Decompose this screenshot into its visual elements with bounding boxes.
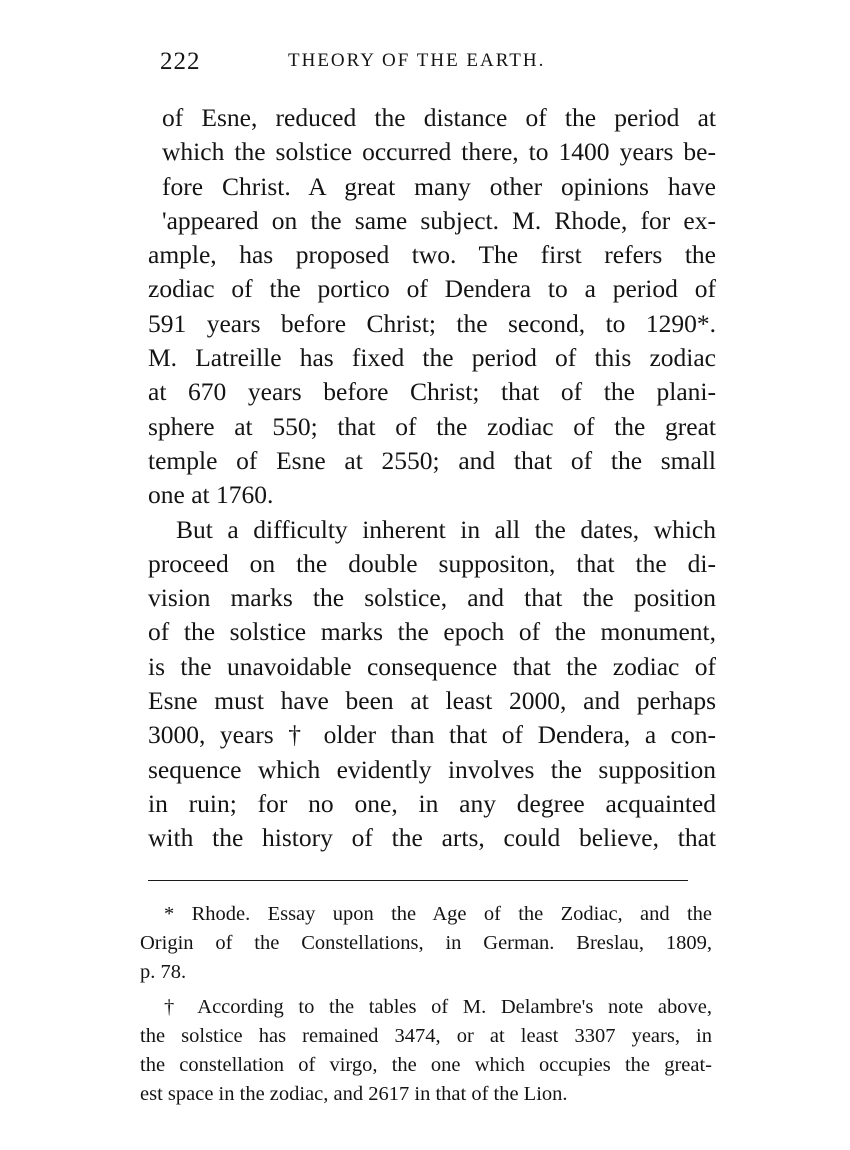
text-line: fore Christ. A great many other opinions have <box>162 171 716 201</box>
text-line: proceed on the double suppositon, that the di- <box>148 548 716 578</box>
footnote-line: the solstice has remained 3474, or at least 3307 years, in <box>140 1024 712 1047</box>
text-line: temple of Esne at 2550; and that of the small <box>148 445 716 475</box>
footnotes <box>140 900 712 1109</box>
text-line: sequence which evidently involves the supposition <box>148 754 716 784</box>
body-text <box>148 101 716 856</box>
text-line: at 670 years before Christ; that of the plani- <box>148 377 716 407</box>
footnote-line: the constellation of virgo, the one which occupies the great- <box>140 1053 712 1076</box>
page-number: 222 <box>160 48 201 75</box>
text-line: is the unavoidable consequence that the zodiac of <box>148 651 716 681</box>
footnote-line: * Rhode. Essay upon the Age of the Zodiac, and the <box>164 903 712 925</box>
text-line: one at 1760. <box>148 480 274 510</box>
text-line: 591 years before Christ; the second, to 1290*. <box>148 308 716 338</box>
footnote-rhode <box>140 900 712 988</box>
text-line: M. Latreille has fixed the period of this zodiac <box>148 343 716 373</box>
footnote-rule <box>148 880 688 881</box>
text-line: 3000, years † older than that of Dendera, a con- <box>148 720 716 750</box>
running-title: THEORY OF THE EARTH. <box>288 50 546 71</box>
footnote-line: Origin of the Constellations, in German. Breslau, 1809, <box>140 932 712 955</box>
footnote-line: est space in the zodiac, and 2617 in that of the Lion. <box>140 1083 568 1106</box>
text-line: of Esne, reduced the distance of the period at <box>162 103 716 132</box>
text-line: zodiac of the portico of Dendera to a period of <box>148 274 716 304</box>
text-line: which the solstice occurred there, to 1400 years be- <box>162 137 716 167</box>
footnote-line: † According to the tables of M. Delambre's note above, <box>164 995 712 1018</box>
text-line: sphere at 550; that of the zodiac of the great <box>148 411 716 441</box>
footnote-delambre <box>140 993 712 1110</box>
text-line: of the solstice marks the epoch of the monument, <box>148 617 716 647</box>
running-head <box>160 48 720 78</box>
text-line: vision marks the solstice, and that the position <box>148 583 716 613</box>
footnote-line: p. 78. <box>140 961 187 984</box>
text-line: ample, has proposed two. The first refers the <box>148 240 716 270</box>
text-line: Esne must have been at least 2000, and perhaps <box>148 686 716 716</box>
text-line: 'appeared on the same subject. M. Rhode, for ex- <box>162 205 716 235</box>
text-line: in ruin; for no one, in any degree acquainted <box>148 788 716 818</box>
text-line: with the history of the arts, could believe, that <box>148 823 716 853</box>
paragraph-start-line: But a difficulty inherent in all the dates, which <box>176 514 716 544</box>
